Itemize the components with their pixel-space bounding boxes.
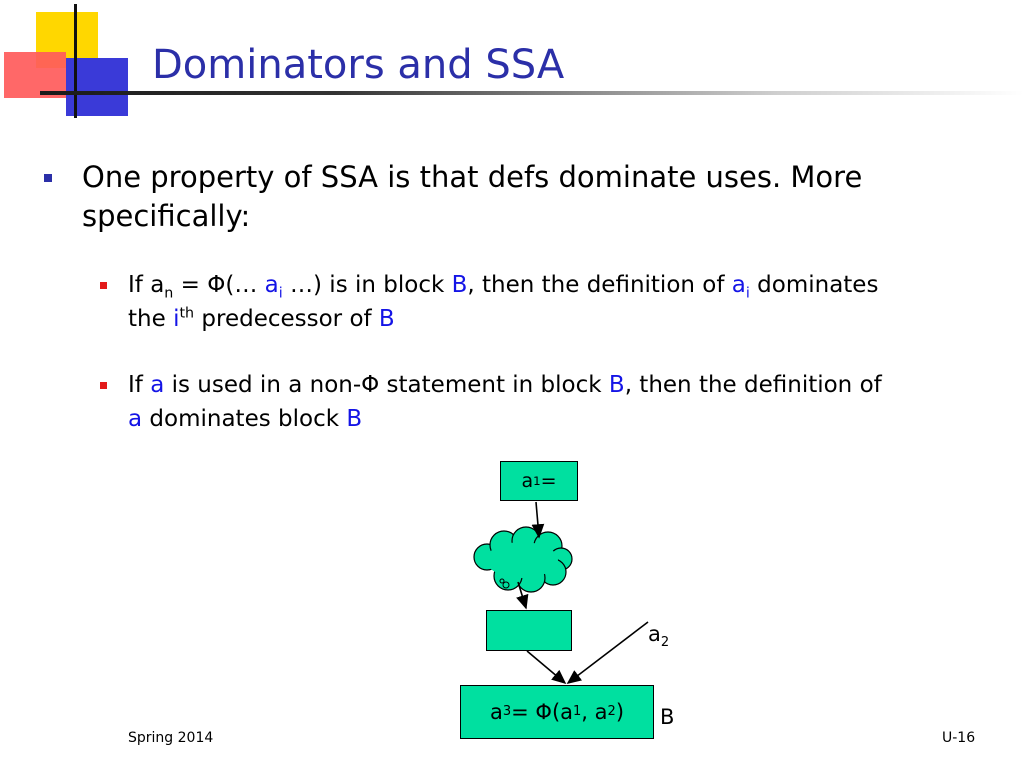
- footer-slide-number: U-16: [942, 730, 976, 746]
- edge-label-a2: $a_2$: [648, 622, 670, 651]
- node-predecessor-block: [486, 610, 572, 651]
- bullet-main-line1: One property of SSA is that defs dominate uses. More: [82, 160, 863, 194]
- sub-bullet-phi-line1: If $a_n$ = Φ(… $a_i$ …) is in block B, then the definition of $a_i$ dominates: [128, 272, 879, 302]
- edge-a2-to-phi: [568, 622, 648, 683]
- sub-bullet-nonphi-line2: a dominates block B: [128, 406, 363, 432]
- cloud-shape: [474, 527, 572, 592]
- slide-title: Dominators and SSA: [152, 42, 565, 88]
- edge-block-to-phi: [527, 651, 565, 683]
- node-a1-definition: a 1 =: [500, 461, 578, 501]
- node-phi-block: a 3 = Φ(a 1 , a 2 ): [460, 685, 654, 739]
- footer-date: Spring 2014: [128, 730, 214, 746]
- block-label-b: B: [660, 705, 675, 729]
- sub-bullet-nonphi-line1: If a is used in a non-Φ statement in block B, then the definition of: [128, 372, 882, 398]
- bullet-main-line2: specifically:: [82, 199, 251, 233]
- sub-bullet-phi-line2: the $i^{th}$ predecessor of B: [128, 305, 395, 332]
